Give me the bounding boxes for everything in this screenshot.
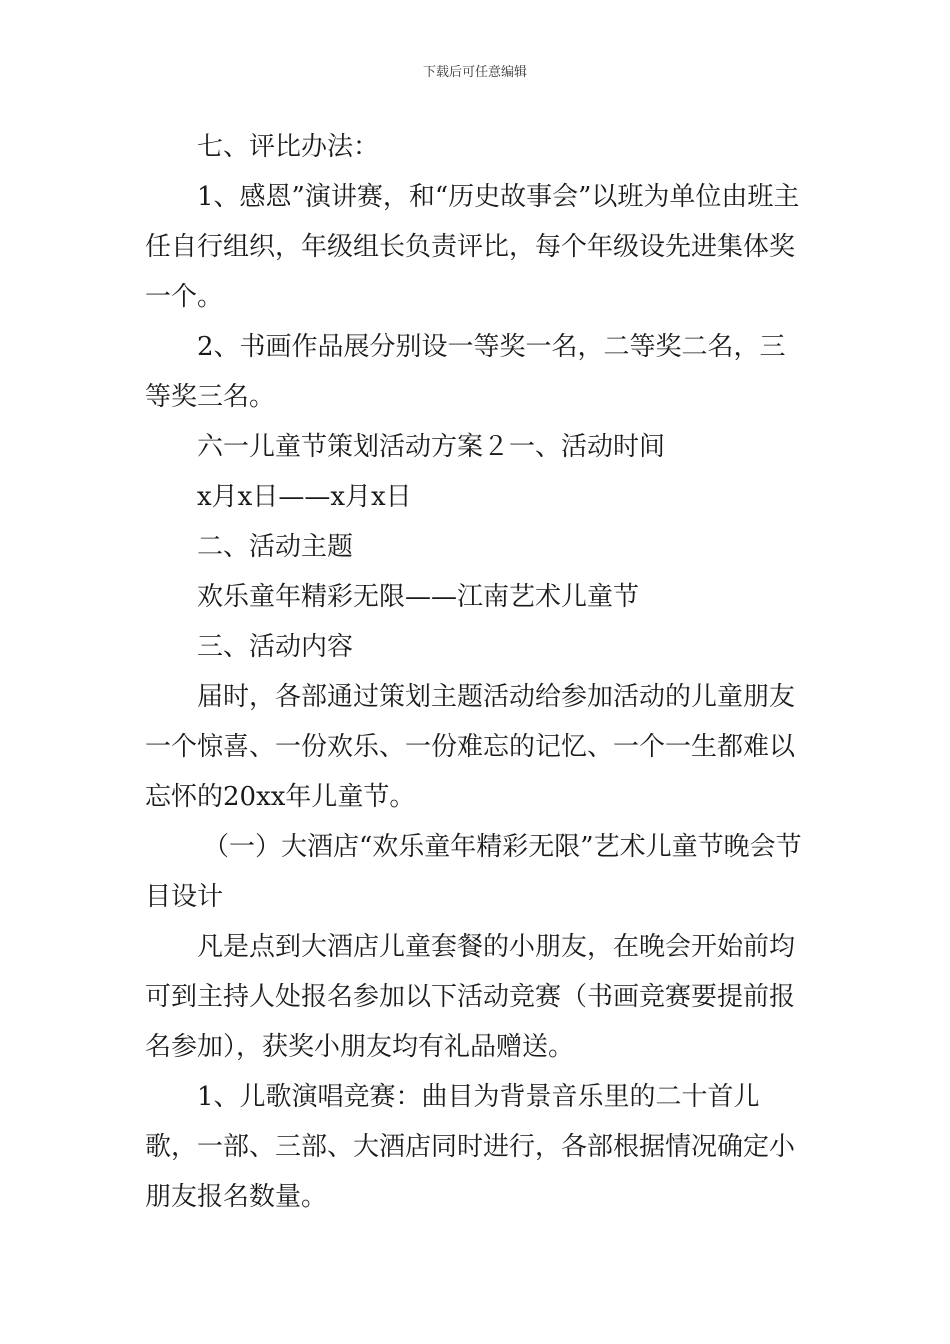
page-header-note: 下载后可任意编辑 [422,65,527,80]
paragraph-gala-heading: （一）大酒店“欢乐童年精彩无限”艺术儿童节晚会节目设计 [145,832,802,912]
paragraph-content-heading: 三、活动内容 [197,632,354,662]
paragraph-art-exhibition: 2、书画作品展分别设一等奖一名，二等奖二名，三等奖三名。 [145,332,786,412]
paragraph-theme-heading: 二、活动主题 [197,532,354,562]
paragraph-evaluation-heading: 七、评比办法： [197,132,380,162]
paragraph-speech-contest: 1、感恩”演讲赛，和“历史故事会”以班为单位由班主任自行组织，年级组长负责评比，每个年级设先进集体奖一个。 [145,182,800,312]
paragraph-activity-date: x月x日——x月x日 [197,482,412,512]
paragraph-theme: 欢乐童年精彩无限——江南艺术儿童节 [197,582,640,612]
paragraph-content-intro: 届时，各部通过策划主题活动给参加活动的儿童朋友一个惊喜、一份欢乐、一份难忘的记忆、一个一生都难以忘怀的20xx年儿童节。 [145,682,796,812]
paragraph-song-contest: 1、儿歌演唱竞赛：曲目为背景音乐里的二十首儿歌，一部、三部、大酒店同时进行，各部根据情况确定小朋友报名数量。 [145,1082,796,1212]
paragraph-plan-title: 六一儿童节策划活动方案２一、活动时间 [197,432,666,462]
paragraph-registration: 凡是点到大酒店儿童套餐的小朋友，在晚会开始前均可到主持人处报名参加以下活动竞赛（书画竞赛要提前报名参加），获奖小朋友均有礼品赠送。 [145,932,796,1062]
document-body [145,122,807,1222]
